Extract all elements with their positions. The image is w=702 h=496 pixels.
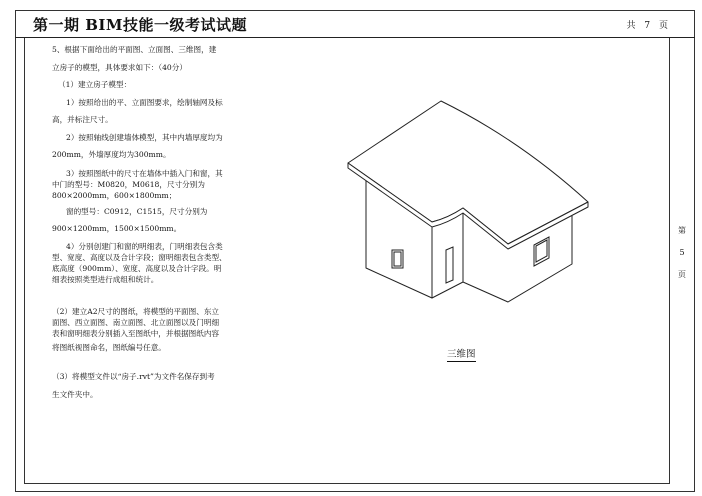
item-3-line: 800×2000mm，600×1800mm； <box>52 190 177 200</box>
item-2-line: 200mm，外墙厚度均为300mm。 <box>52 150 171 159</box>
page-title: 第一期 BIM技能一级考试试题 <box>33 16 248 34</box>
intro-line: 5、根据下面给出的平面图、立面图、三维图，建 <box>52 45 217 54</box>
side-label-char: 页 <box>678 270 686 279</box>
side-label-char: 5 <box>679 248 685 257</box>
item-4-line: 底高度（900mm）、宽度、高度以及合计字段。明 <box>52 263 222 273</box>
item-3b-line: 900×1200mm，1500×1500mm。 <box>52 224 182 233</box>
side-label-char: 第 <box>678 226 686 235</box>
door <box>446 247 453 283</box>
item-3-line: 3）按照图纸中的尺寸在墙体中插入门和窗，其 <box>66 168 223 178</box>
section2-line: 表和窗明细表分别插入至图纸中，并根据图纸内容 <box>52 328 220 338</box>
item-2-line: 2）按照轴线创建墙体模型，其中内墙厚度均为 <box>66 132 223 142</box>
item-4-line: 型、宽度、高度以及合计字段；窗明细表包含类型、 <box>52 252 227 262</box>
figure-caption: 三维图 <box>447 346 476 362</box>
side-page-label <box>676 220 688 286</box>
item-1-line: 1）按照给出的平、立面图要求，绘制轴网及标 <box>66 97 223 107</box>
section3-line: 生文件夹中。 <box>52 389 98 399</box>
section1-heading: （1）建立房子模型： <box>58 80 132 89</box>
section2-line: 将图纸视图命名，图纸编号任意。 <box>52 342 166 352</box>
total-pages: 共 7 页 <box>626 21 671 31</box>
item-3-line: 中门的型号：M0820，M0618，尺寸分别为 <box>52 179 205 189</box>
item-1-line: 高，并标注尺寸。 <box>52 115 113 124</box>
item-4-line: 4）分别创建门和窗的明细表，门明细表包含类 <box>66 241 223 251</box>
section2-line: 面图、西立面图、南立面图、北立面图以及门明细 <box>52 317 220 327</box>
intro-line: 立房子的模型，具体要求如下：（40分） <box>52 62 187 72</box>
section3-line: （3）将模型文件以“房子.rvt”为文件名保存到考 <box>52 372 215 381</box>
item-3b-line: 窗的型号：C0912，C1515，尺寸分别为 <box>66 206 208 216</box>
section2-line: （2）建立A2尺寸的图纸，将模型的平面图、东立 <box>52 306 220 316</box>
item-4-line: 细表按照类型进行成组和统计。 <box>52 274 159 284</box>
